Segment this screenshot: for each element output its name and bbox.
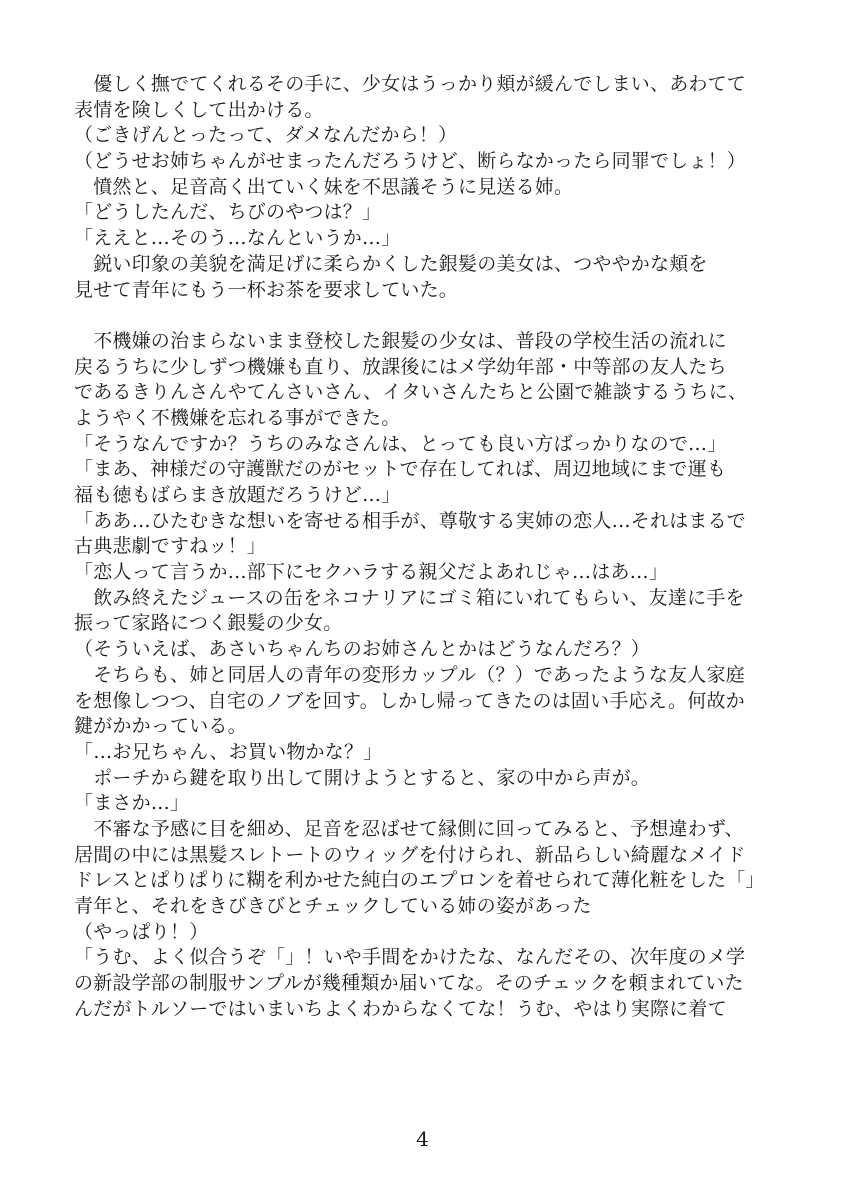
text-line: 不機嫌の治まらないまま登校した銀髪の少女は、普段の学校生活の流れに — [74, 329, 727, 352]
text-line: 青年と、それをきびきびとチェックしている姉の姿があった — [74, 895, 592, 917]
text-line: 古典悲劇ですねッ！」 — [74, 535, 267, 558]
text-line: 「うむ、よく似合うぞ「」！いや手間をかけたな、なんだその、次年度のメ学 — [74, 946, 746, 969]
text-line: ドレスとぱりぱりに糊を利かせた純白のエプロンを着せられて薄化粧をした「」 — [74, 869, 765, 892]
text-line: の新設学部の制服サンプルが幾種類か届いてな。そのチェックを頼まれていた — [74, 972, 744, 995]
text-line: 居間の中には黒髪スレトートのウィッグを付けられ、新品らしい綺麗なメイド — [74, 843, 746, 866]
text-line: 福も徳もばらまき放題だろうけど…」 — [74, 484, 401, 506]
text-line: （どうせお姉ちゃんがせまったんだろうけど、断らなかったら同罪でしょ！） — [74, 150, 747, 173]
text-line: 「恋人って言うか…部下にセクハラする親父だよあれじゃ…はあ…」 — [74, 561, 669, 584]
text-line: 「どうしたんだ、ちびのやつは？」 — [74, 201, 382, 224]
text-line: ポーチから鍵を取り出して開けようとすると、家の中から声が。 — [74, 766, 651, 789]
text-line: を想像しつつ、自宅のノブを回す。しかし帰ってきたのは固い手応え。何故か — [74, 689, 745, 712]
text-line: 「まさか…」 — [74, 792, 190, 815]
text-line: 鍵がかかっている。 — [74, 715, 247, 738]
text-line: 「そうなんですか？うちのみなさんは、とっても良い方ばっかりなので…」 — [74, 432, 727, 455]
text-line: 不審な予感に目を細め、足音を忍ばせて縁側に回ってみると、予想違わず、 — [74, 817, 744, 840]
text-line: 飲み終えたジュースの缶をネコナリアにゴミ箱にいれてもらい、友達に手を — [74, 586, 745, 609]
text-line: 表情を険しくして出かける。 — [74, 98, 324, 121]
text-line: であるきりんさんやてんさいさん、イタいさんたちと公園で雑談するうちに、 — [74, 381, 748, 404]
text-line: 「ええと…そのう…なんというか…」 — [74, 227, 401, 250]
page-number: 4 — [416, 1127, 429, 1151]
text-line: んだがトルソーではいまいちよくわからなくてな！うむ、やはり実際に着て — [74, 997, 727, 1020]
text-line: （ごきげんとったって、ダメなんだから！） — [74, 124, 458, 147]
text-line: （そういえば、あさいちゃんちのお姉さんとかはどうなんだろ？） — [74, 638, 651, 661]
text-line: 「まあ、神様だの守護獣だのがセットで存在してれば、周辺地域にまで運も — [74, 458, 727, 481]
text-line: ようやく不機嫌を忘れる事ができた。 — [74, 406, 401, 429]
text-line: 優しく撫でてくれるその手に、少女はうっかり頬が緩んでしまい、あわてて — [74, 73, 747, 95]
blank-line — [74, 303, 804, 329]
text-line: （やっぱり！） — [74, 920, 209, 943]
text-line: 戻るうちに少しずつ機嫌も直り、放課後にはメ学幼年部・中等部の友人たち — [74, 355, 727, 378]
text-line: 憤然と、足音高く出ていく妹を不思議そうに見送る姉。 — [74, 175, 574, 198]
text-line: そちらも、姉と同居人の青年の変形カップル（？）であったような友人家庭 — [74, 663, 745, 686]
text-line: 振って家路につく銀髪の少女。 — [74, 612, 343, 635]
text-line: 「…お兄ちゃん、お買い物かな？」 — [74, 740, 383, 763]
text-line: 鋭い印象の美貌を満足げに柔らかくした銀髪の美女は、つややかな頬を — [74, 252, 708, 275]
body-text — [74, 72, 804, 1022]
text-line: 見せて青年にもう一杯お茶を要求していた。 — [74, 278, 459, 301]
text-line: 「ああ…ひたむきな想いを寄せる相手が、尊敬する実姉の恋人…それはまるで — [74, 509, 746, 532]
